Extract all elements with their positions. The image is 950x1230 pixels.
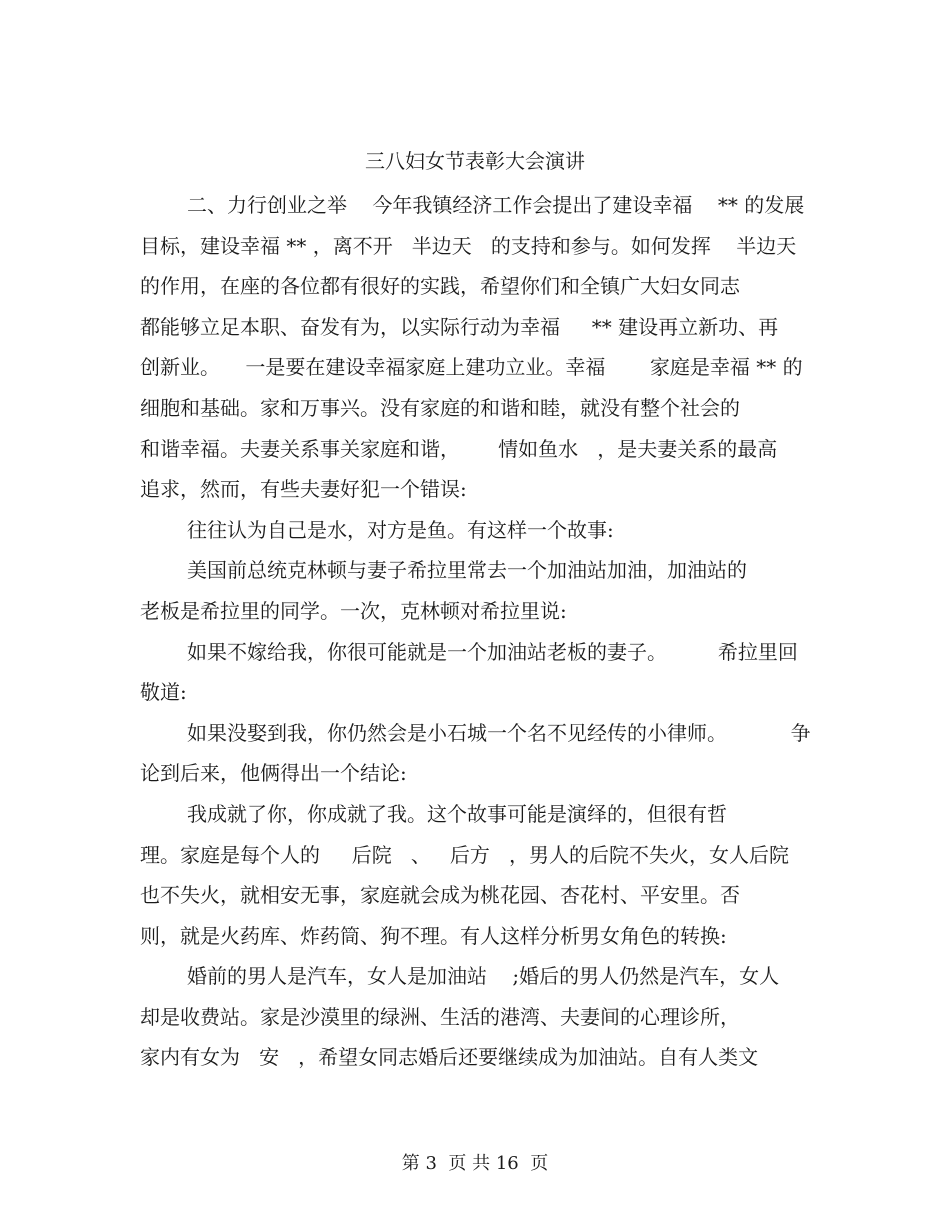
text-line: 老板是希拉里的同学。一次，克林顿对希拉里说: <box>140 598 567 623</box>
text-line: 论到后来，他俩得出一个结论: <box>140 761 407 786</box>
text-line: 往往认为自己是水，对方是鱼。有这样一个故事: <box>187 517 614 542</box>
text-line: 都能够立足本职、奋发有为，以实际行动为幸福 ** 建设再立新功、再 <box>140 314 779 339</box>
text-line: 如果没娶到我，你仍然会是小石城一个名不见经传的小律师。 争 <box>187 720 811 745</box>
text-line: 却是收费站。家是沙漠里的绿洲、生活的港湾、夫妻间的心理诊所， <box>140 1004 740 1029</box>
text-line: 家内有女为 安 ，希望女同志婚后还要继续成为加油站。自有人类文 <box>140 1045 759 1070</box>
text-line: 细胞和基础。家和万事兴。没有家庭的和谐和睦，就没有整个社会的 <box>140 395 740 420</box>
text-line: 如果不嫁给我，你很可能就是一个加油站老板的妻子。 希拉里回 <box>187 639 798 664</box>
body-text <box>140 185 820 1078</box>
text-line: 目标，建设幸福 ** ，离不开 半边天 的支持和参与。如何发挥 半边天 <box>140 233 797 258</box>
text-line: 我成就了你，你成就了我。这个故事可能是演绎的，但很有哲 <box>187 801 727 826</box>
text-line: 和谐幸福。夫妻关系事关家庭和谐， 情如鱼水 ，是夫妻关系的最高 <box>140 436 778 461</box>
text-line: 则，就是火药库、炸药筒、狗不理。有人这样分析男女角色的转换: <box>140 923 727 948</box>
text-line: 敬道: <box>140 680 187 705</box>
text-line: 美国前总统克林顿与妻子希拉里常去一个加油站加油，加油站的 <box>187 558 747 583</box>
text-line: 二、力行创业之举 今年我镇经济工作会提出了建设幸福 ** 的发展 <box>187 193 805 217</box>
page-title: 三八妇女节表彰大会演讲 <box>365 149 585 173</box>
text-line: 理。家庭是每个人的 后院 、 后方 ，男人的后院不失火，女人后院 <box>140 842 790 867</box>
text-line: 婚前的男人是汽车，女人是加油站 ;婚后的男人仍然是汽车，女人 <box>187 964 780 989</box>
text-line: 创新业。 一是要在建设幸福家庭上建功立业。幸福 家庭是幸福 ** 的 <box>140 355 803 380</box>
page-footer: 第 3 页 共 16 页 <box>401 1153 549 1174</box>
text-line: 也不失火，就相安无事，家庭就会成为桃花园、杏花村、平安里。否 <box>140 883 740 908</box>
text-line: 追求，然而，有些夫妻好犯一个错误: <box>140 477 467 502</box>
text-line: 的作用，在座的各位都有很好的实践，希望你们和全镇广大妇女同志 <box>140 274 740 299</box>
